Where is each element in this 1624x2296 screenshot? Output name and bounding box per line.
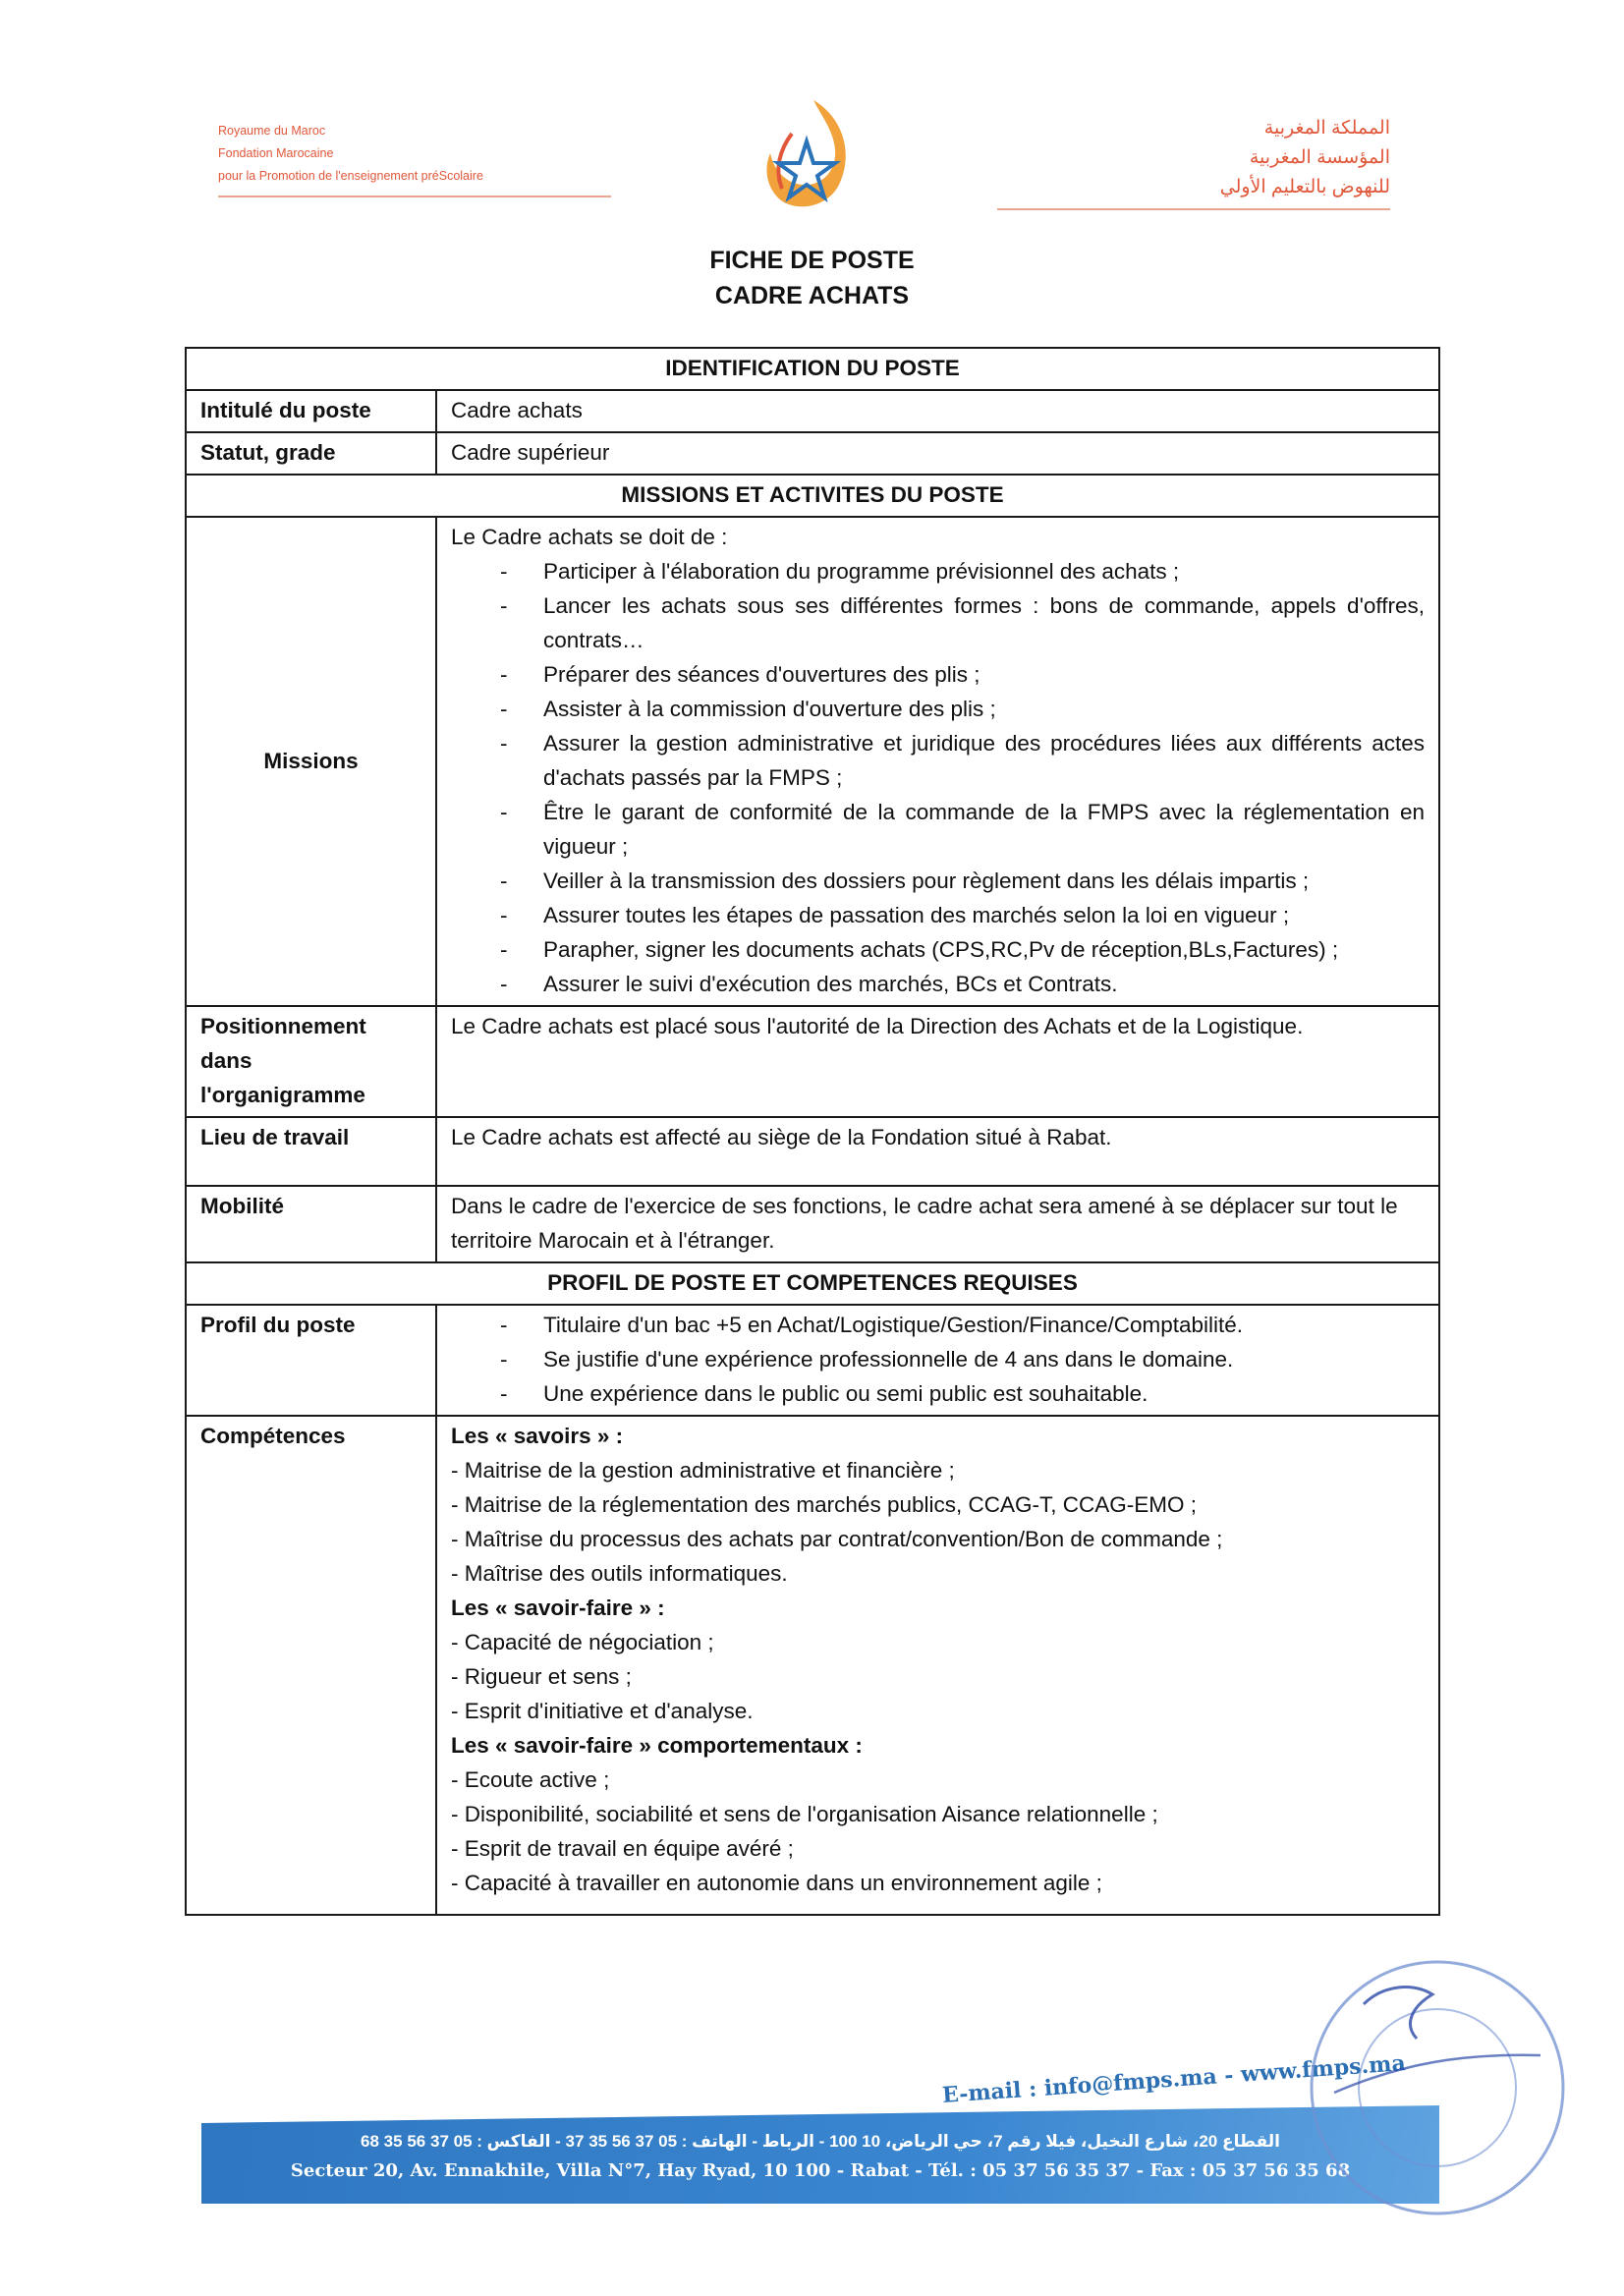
- lieu-value: Le Cadre achats est affecté au siège de la Fondation situé à Rabat.: [436, 1117, 1439, 1186]
- header-left-line: pour la Promotion de l'enseignement préScolaire: [218, 169, 483, 183]
- table-row: [186, 1416, 1439, 1915]
- savoirs-heading: Les « savoirs » :: [451, 1424, 624, 1448]
- list-item: - Assurer toutes les étapes de passation des marchés selon la loi en vigueur ;: [500, 898, 1425, 932]
- title-line-2: CADRE ACHATS: [714, 282, 910, 309]
- profil-label: Profil du poste: [186, 1305, 436, 1416]
- footer-address-french: Secteur 20, Av. Ennakhile, Villa N°7, Hay Ryad, 10 100 - Rabat - Tél. : 05 37 56 35 37 - Fax : 05 37 56 35 68: [290, 2160, 1351, 2181]
- list-item: - Esprit d'initiative et d'analyse.: [451, 1699, 754, 1723]
- document-title: [0, 243, 1624, 313]
- section-row: [186, 1262, 1439, 1305]
- section-row: [186, 475, 1439, 517]
- header-left-line: Fondation Marocaine: [218, 146, 334, 160]
- list-item: - Se justifie d'une expérience professionnelle de 4 ans dans le domaine.: [500, 1342, 1425, 1376]
- footer-band: [201, 2105, 1439, 2204]
- list-item: - Parapher, signer les documents achats (CPS,RC,Pv de réception,BLs,Factures) ;: [500, 932, 1425, 967]
- positionnement-label: Positionnement dans l'organigramme: [186, 1006, 436, 1117]
- section-heading-missions: MISSIONS ET ACTIVITES DU POSTE: [186, 475, 1439, 517]
- header-right-line: للنهوض بالتعليم الأولي: [1219, 177, 1390, 197]
- footer-email[interactable]: E-mail : info@fmps.ma - www.fmps.ma: [941, 2050, 1407, 2108]
- list-item: - Assister à la commission d'ouverture des plis ;: [500, 692, 1425, 726]
- table-row: [186, 1186, 1439, 1262]
- competences-label: Compétences: [186, 1416, 436, 1915]
- header-right-divider: [997, 208, 1390, 210]
- missions-list: [451, 554, 1425, 1001]
- header-left-divider: [218, 196, 611, 197]
- list-item: - Maîtrise du processus des achats par contrat/convention/Bon de commande ;: [451, 1527, 1223, 1551]
- section-row: [186, 348, 1439, 390]
- list-item: - Être le garant de conformité de la commande de la FMPS avec la réglementation en vigueur ;: [500, 795, 1425, 864]
- list-item: - Une expérience dans le public ou semi public est souhaitable.: [500, 1376, 1425, 1411]
- positionnement-value: Le Cadre achats est placé sous l'autorité de la Direction des Achats et de la Logistique.: [436, 1006, 1439, 1117]
- table-row: [186, 1305, 1439, 1416]
- comportementaux-heading: Les « savoir-faire » comportementaux :: [451, 1733, 863, 1758]
- list-item: - Capacité de négociation ;: [451, 1630, 714, 1654]
- table-row: [186, 517, 1439, 1006]
- intitule-value: Cadre achats: [436, 390, 1439, 432]
- list-item: - Lancer les achats sous ses différentes formes : bons de commande, appels d'offres, contrats…: [500, 588, 1425, 657]
- table-row: [186, 390, 1439, 432]
- list-item: - Préparer des séances d'ouvertures des plis ;: [500, 657, 1425, 692]
- statut-value: Cadre supérieur: [436, 432, 1439, 475]
- missions-cell: [436, 517, 1439, 1006]
- list-item: - Rigueur et sens ;: [451, 1664, 632, 1689]
- statut-label: Statut, grade: [186, 432, 436, 475]
- star-flame-logo: [753, 94, 861, 222]
- section-heading-identification: IDENTIFICATION DU POSTE: [186, 348, 1439, 390]
- list-item: - Capacité à travailler en autonomie dans un environnement agile ;: [451, 1871, 1102, 1895]
- list-item: - Maitrise de la réglementation des marchés publics, CCAG-T, CCAG-EMO ;: [451, 1492, 1197, 1517]
- list-item: - Maîtrise des outils informatiques.: [451, 1561, 788, 1586]
- list-item: - Maitrise de la gestion administrative et financière ;: [451, 1458, 955, 1483]
- footer-address-arabic: القطاع 20، شارع النخيل، فيلا رقم 7، حي الرياض، 10 100 - الرباط - الهاتف : 05 37 56 35 37 - الفاكس : 05 37 56 35 68: [361, 2132, 1280, 2151]
- missions-label: Missions: [186, 517, 436, 1006]
- list-item: - Titulaire d'un bac +5 en Achat/Logistique/Gestion/Finance/Comptabilité.: [500, 1308, 1425, 1342]
- header-left-block: [218, 120, 621, 197]
- missions-intro: Le Cadre achats se doit de :: [451, 525, 728, 549]
- mobilite-label: Mobilité: [186, 1186, 436, 1262]
- competences-cell: [436, 1416, 1439, 1915]
- profil-list: [451, 1308, 1425, 1411]
- list-item: - Veiller à la transmission des dossiers pour règlement dans les délais impartis ;: [500, 864, 1425, 898]
- list-item: - Assurer le suivi d'exécution des marchés, BCs et Contrats.: [500, 967, 1425, 1001]
- job-sheet-table: [185, 347, 1440, 1916]
- lieu-label: Lieu de travail: [186, 1117, 436, 1186]
- profil-cell: [436, 1305, 1439, 1416]
- header-right-block: [997, 114, 1390, 210]
- header-right-line: المؤسسة المغربية: [1249, 147, 1390, 168]
- intitule-label: Intitulé du poste: [186, 390, 436, 432]
- table-row: [186, 1006, 1439, 1117]
- table-row: [186, 1117, 1439, 1186]
- mobilite-value: Dans le cadre de l'exercice de ses fonctions, le cadre achat sera amené à se déplacer sur tout le territoire Marocain et à l'étranger.: [436, 1186, 1439, 1262]
- list-item: - Disponibilité, sociabilité et sens de l'organisation Aisance relationnelle ;: [451, 1802, 1158, 1826]
- section-heading-profil: PROFIL DE POSTE ET COMPETENCES REQUISES: [186, 1262, 1439, 1305]
- table-row: [186, 432, 1439, 475]
- list-item: - Ecoute active ;: [451, 1767, 610, 1792]
- list-item: - Esprit de travail en équipe avéré ;: [451, 1836, 794, 1861]
- header-left-line: Royaume du Maroc: [218, 124, 326, 138]
- list-item: - Participer à l'élaboration du programme prévisionnel des achats ;: [500, 554, 1425, 588]
- list-item: - Assurer la gestion administrative et juridique des procédures liées aux différents actes d'achats passés par la FMPS ;: [500, 726, 1425, 795]
- header-right-line: المملكة المغربية: [1263, 118, 1390, 139]
- savoir-faire-heading: Les « savoir-faire » :: [451, 1596, 665, 1620]
- official-stamp: [1295, 1945, 1580, 2230]
- title-line-1: FICHE DE POSTE: [709, 247, 915, 274]
